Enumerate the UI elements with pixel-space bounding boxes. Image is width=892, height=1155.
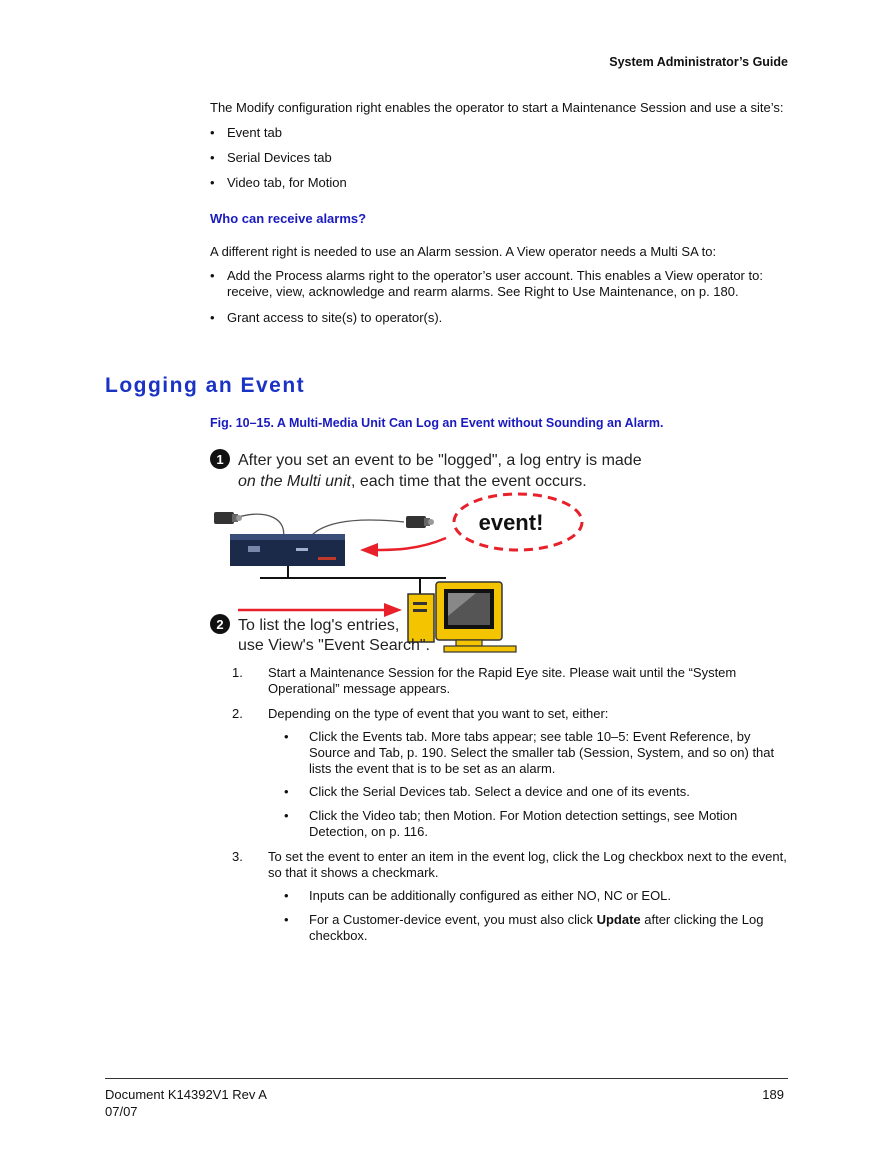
step-two-badge — [210, 614, 230, 634]
svg-text:2: 2 — [216, 617, 224, 632]
step-one-line1: After you set an event to be "logged", a log entry is made — [238, 452, 642, 469]
camera-icon — [214, 512, 242, 524]
event-arrow — [360, 538, 446, 557]
document-id: Document K14392V1 Rev A — [105, 1087, 267, 1102]
event-label: event! — [478, 510, 544, 535]
figure-caption: Fig. 10–15. A Multi-Media Unit Can Log an Event without Sounding an Alarm. — [210, 416, 664, 430]
multi-media-unit-icon — [230, 534, 345, 566]
step-one-badge — [210, 449, 230, 469]
document-date: 07/07 — [105, 1104, 138, 1119]
step-two-line1: To list the log's entries, — [238, 617, 400, 634]
logging-illustration — [208, 444, 642, 656]
running-header: System Administrator’s Guide — [609, 55, 788, 69]
svg-text:1: 1 — [216, 452, 224, 467]
footer-divider — [105, 1078, 788, 1079]
step-one-line2: on the Multi unit, each time that the event occurs. — [238, 473, 587, 490]
subheading: Who can receive alarms? — [210, 211, 367, 226]
update-keyword: Update — [596, 912, 641, 927]
search-arrow — [238, 603, 402, 617]
intro-paragraph: The Modify configuration right enables the operator to start a Maintenance Session and use a site’s: — [210, 100, 784, 115]
camera-icon — [406, 516, 434, 528]
alarms-paragraph: A different right is needed to use an Alarm session. A View operator needs a Multi SA to: — [210, 244, 717, 259]
page-number: 189 — [762, 1087, 784, 1102]
step-two-line2: use View's "Event Search". — [238, 637, 430, 654]
section-title: Logging an Event — [105, 374, 306, 397]
